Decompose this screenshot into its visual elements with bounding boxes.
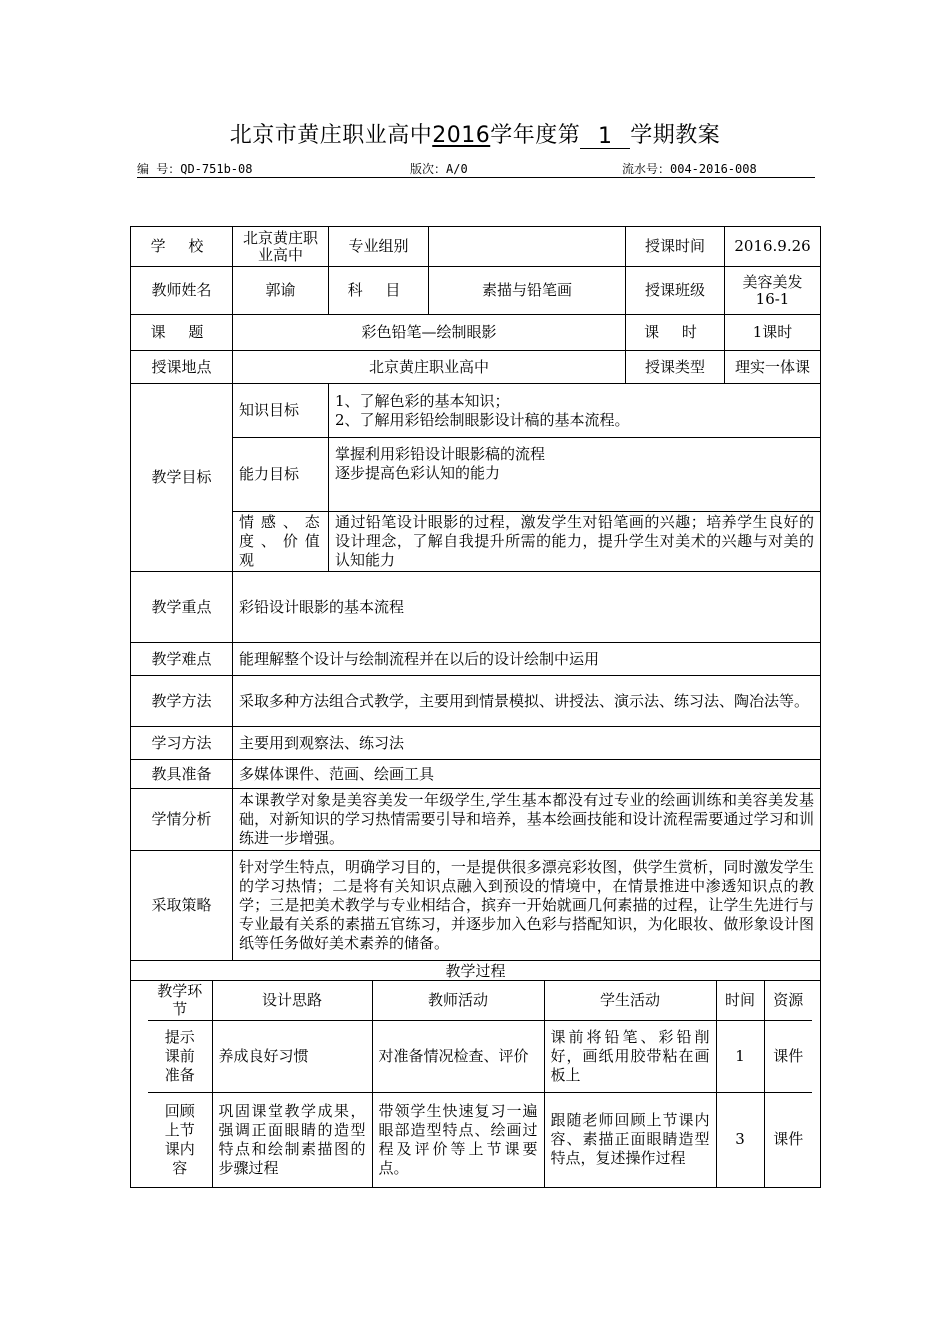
topic-value: 彩色铅笔—绘制眼影: [233, 315, 626, 351]
stage-cell: 提示课前准备: [148, 1020, 212, 1092]
title-school: 北京市黄庄职业高中: [229, 123, 433, 148]
strategy-text: 针对学生特点，明确学习目的，一是提供很多漂亮彩妆图，供学生赏析，同时激发学生的学习热情；二是将有关知识点融入到预设的情境中，在情景推进中渗透知识点的教学；三是把美术教学与专业相结合，摈弃一开始就画几何素描的过程，让学生先进行与专业最有关系的素描五官练习，并逐步加入色彩与搭配知识，为化眼妆、做形象设计图纸等任务做好美术素养的储备。: [233, 851, 821, 961]
time-value: 2016.9.26: [725, 227, 821, 267]
doc-version: 版次：A/0: [410, 162, 468, 176]
learning-method-text: 主要用到观察法、练习法: [233, 727, 821, 760]
goals-label: 教学目标: [131, 384, 233, 572]
hours-value: 1课时: [725, 315, 821, 351]
ability-goal-text: 掌握利用彩铅设计眼影稿的流程 逐步提高色彩认知的能力: [329, 438, 821, 512]
student-cell: 课前将铅笔、彩铅削好，画纸用胶带粘在画板上: [544, 1020, 716, 1092]
strategy-label: 采取策略: [131, 851, 233, 961]
tools-label: 教具准备: [131, 760, 233, 789]
title-term: 1: [580, 124, 630, 149]
title-mid: 学年度第: [490, 123, 581, 148]
teacher-cell: 对准备情况检查、评价: [372, 1020, 544, 1092]
place-value: 北京黄庄职业高中: [233, 351, 626, 384]
emotion-goal-label: 情感、态度、价值观: [233, 512, 329, 572]
col-student: 学生活动: [544, 981, 716, 1020]
key-point-label: 教学重点: [131, 572, 233, 643]
time-label: 授课时间: [626, 227, 725, 267]
teacher-label: 教师姓名: [131, 267, 233, 315]
analysis-text: 本课教学对象是美容美发一年级学生,学生基本都没有过专业的绘画训练和美容美发基础，对新知识的学习热情需要引导和培养，基本绘画技能和设计流程需要通过学习和训练进一步增强。: [233, 789, 821, 851]
col-resource: 资源: [764, 981, 812, 1020]
student-cell: 跟随老师回顾上节课内容、素描正面眼睛造型特点，复述操作过程: [544, 1092, 716, 1187]
idea-cell: 养成良好习惯: [212, 1020, 372, 1092]
learning-method-label: 学习方法: [131, 727, 233, 760]
school-value: 北京黄庄职业高中: [233, 227, 329, 267]
difficulty-label: 教学难点: [131, 643, 233, 676]
lesson-plan-table: [130, 226, 821, 1188]
place-label: 授课地点: [131, 351, 233, 384]
document-meta: [137, 160, 815, 178]
process-table: [148, 981, 812, 1187]
resource-cell: 课件: [764, 1092, 812, 1187]
subject-value: 素描与铅笔画: [429, 267, 626, 315]
hours-label: 课 时: [626, 315, 725, 351]
title-end: 学期教案: [630, 123, 721, 148]
col-stage: 教学环节: [148, 981, 212, 1020]
process-heading: 教学过程: [131, 961, 821, 981]
doc-serial: 流水号：004-2016-008: [622, 162, 757, 176]
resource-cell: 课件: [764, 1020, 812, 1092]
process-section: [131, 981, 821, 1188]
col-teacher: 教师活动: [372, 981, 544, 1020]
ability-goal-label: 能力目标: [233, 438, 329, 512]
stage-cell: 回顾上节课内容: [148, 1092, 212, 1187]
teacher-cell: 带领学生快速复习一遍眼部造型特点、绘画过程及评价等上节课要点。: [372, 1092, 544, 1187]
teaching-method-label: 教学方法: [131, 676, 233, 727]
class-label: 授课班级: [626, 267, 725, 315]
title-year: 2016: [432, 123, 491, 148]
type-label: 授课类型: [626, 351, 725, 384]
type-value: 理实一体课: [725, 351, 821, 384]
major-label: 专业组别: [329, 227, 429, 267]
idea-cell: 巩固课堂教学成果，强调正面眼睛的造型特点和绘制素描图的步骤过程: [212, 1092, 372, 1187]
time-cell: 1: [716, 1020, 764, 1092]
analysis-label: 学情分析: [131, 789, 233, 851]
difficulty-text: 能理解整个设计与绘制流程并在以后的设计绘制中运用: [233, 643, 821, 676]
school-label: 学 校: [131, 227, 233, 267]
key-point-text: 彩铅设计眼影的基本流程: [233, 572, 821, 643]
col-time: 时间: [716, 981, 764, 1020]
subject-label: 科 目: [329, 267, 429, 315]
teaching-method-text: 采取多种方法组合式教学，主要用到情景模拟、讲授法、演示法、练习法、陶冶法等。: [233, 676, 821, 727]
knowledge-goal-text: 1、了解色彩的基本知识； 2、了解用彩铅绘制眼影设计稿的基本流程。: [329, 384, 821, 438]
major-value: [429, 227, 626, 267]
emotion-goal-text: 通过铅笔设计眼影的过程，激发学生对铅笔画的兴趣；培养学生良好的设计理念，了解自我提升所需的能力，提升学生对美术的兴趣与对美的认知能力: [329, 512, 821, 572]
teacher-value: 郭谕: [233, 267, 329, 315]
class-value: 美容美发16-1: [725, 267, 821, 315]
knowledge-goal-label: 知识目标: [233, 384, 329, 438]
doc-number: 编 号：QD-751b-08: [137, 162, 253, 176]
document-title: [0, 118, 950, 149]
time-cell: 3: [716, 1092, 764, 1187]
topic-label: 课 题: [131, 315, 233, 351]
col-idea: 设计思路: [212, 981, 372, 1020]
tools-text: 多媒体课件、范画、绘画工具: [233, 760, 821, 789]
